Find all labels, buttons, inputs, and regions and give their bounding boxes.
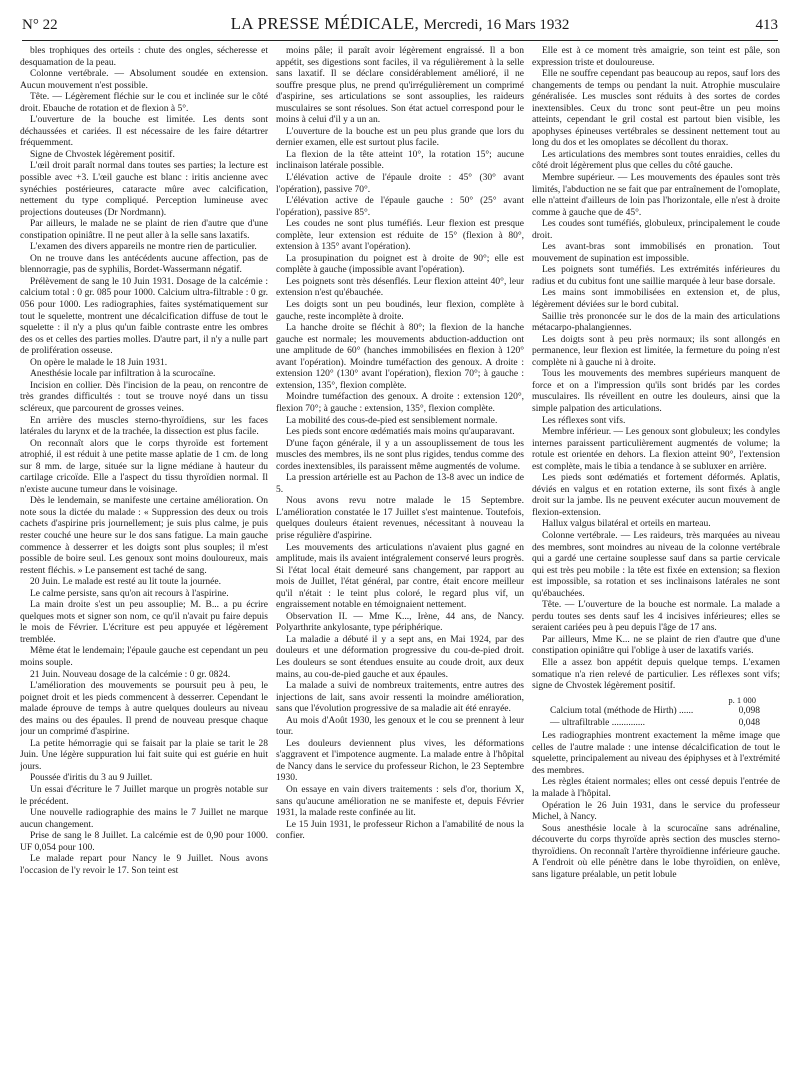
paragraph: Tête. — Légèrement fléchie sur le cou et inclinée sur le côté droit. Ebauche de rotation et de flexion à 5°. — [20, 92, 268, 114]
paragraph: Les coudes sont tuméfiés, globuleux, principalement le coude droit. — [532, 219, 780, 241]
paragraph: Tête. — L'ouverture de la bouche est normale. La malade a perdu toutes ses dents sauf les 4 incisives inférieures; elles se seraient cariées peu à peu depuis l'âge de 17 ans. — [532, 600, 780, 634]
paragraph: Incision en collier. Dès l'incision de la peau, on rencontre de très grandes difficultés : tout se trouve noyé dans un tissu scléreux, que parcourent de grosses veines. — [20, 380, 268, 414]
paragraph: Les doigts sont un peu boudinés, leur flexion, complète à gauche, reste incomplète à droite. — [276, 300, 524, 322]
paragraph: La hanche droite se fléchit à 80°; la flexion de la hanche gauche est normale; les mouvements abduction-adduction ont une amplitude de 60° (hanches immobilisées en flexion à 120° avant l'opération). Moindre tuméfaction des genoux. A droite : extension 120° (130° avant l'opération), flexion 70°; à gauche : extension, 135°, flexion complète. — [276, 323, 524, 391]
paragraph: L'examen des divers appareils ne montre rien de particulier. — [30, 242, 257, 253]
paragraph: On opère le malade le 18 Juin 1931. — [30, 357, 168, 368]
table-row — [532, 718, 780, 730]
column-left — [20, 46, 268, 1076]
paragraph: Les règles étaient normales; elles ont cessé depuis l'entrée de la malade à l'hôpital. — [532, 777, 780, 799]
page-number: 413 — [755, 17, 778, 33]
paragraph: La main droite s'est un peu assouplie; M. B... a pu écrire quelques mots et signer son nom, ce qu'il n'avait pu faire depuis le mois de Février. L'écriture est peu appuyée et légèrement tremblée. — [20, 600, 268, 645]
journal-title — [142, 14, 658, 34]
paragraph: Même état le lendemain; l'épaule gauche est cependant un peu moins souple. — [20, 646, 268, 668]
paragraph: La pression artérielle est au Pachon de 13-8 avec un indice de 5. — [276, 473, 524, 495]
paragraph: Membre inférieur. — Les genoux sont globuleux; les condyles internes paraissent particulièrement augmentés de volume; la rotule est orientée en dehors. La flexion atteint 90°, l'extension est complète, mais le tibia a tendance à se subluxer en arrière. — [532, 427, 780, 472]
paragraph: Elle est à ce moment très amaigrie, son teint est pâle, son expression triste et douloureuse. — [532, 46, 780, 68]
paragraph: Par ailleurs, Mme K... ne se plaint de rien d'autre que d'une constipation opiniâtre qui l'oblige à user de laxatifs variés. — [532, 634, 780, 657]
paragraph: L'œil droit paraît normal dans toutes ses parties; la lecture est possible avec +3. L'œil gauche est blanc : iritis ancienne avec synéchies postérieures, cataracte mûre avec calcification, nettement du type compliqué. Perception lumineuse avec projections douteuses (Dr Nordmann). — [20, 161, 268, 218]
paragraph: Les réflexes sont vifs. — [542, 415, 626, 426]
paragraph: Les mouvements des articulations n'avaient plus gagné en amplitude, mais ils avaient intégralement conservé leurs progrès. Si l'état local était demeuré sans changement, par rapport au mois de Juillet, l'état général, par contre, était encore meilleur qu'il n'était : le teint plus coloré, le regard plus vif, un engraissement notable en témoignaient nettement. — [276, 542, 524, 611]
paragraph: En arrière des muscles sterno-thyroïdiens, sur les faces latérales du larynx et de la trachée, la dissection est plus facile. — [20, 415, 268, 438]
table-row-label: Calcium total (méthode de Hirth) ...... — [550, 706, 694, 717]
table-row-label: — ultrafiltrable .............. — [550, 717, 645, 728]
paragraph: Les avant-bras sont immobilisés en pronation. Tout mouvement de supination est impossible. — [532, 242, 780, 264]
paragraph: L'ouverture de la bouche est limitée. Les dents sont déchaussées et cariées. Il est nécessaire de les faire détartrer fréquemment. — [20, 115, 268, 149]
paragraph: D'une façon générale, il y a un assouplissement de tous les muscles des membres, ils ne sont plus rigides, tendus comme des cordes inextensibles, ils paraissent même augmentés de volume. — [276, 438, 524, 472]
paragraph: Colonne vertébrale. — Absolument soudée en extension. Aucun mouvement n'est possible. — [20, 69, 268, 91]
column-right — [532, 46, 780, 1076]
column-middle — [276, 46, 524, 1076]
column-right-text — [532, 46, 780, 693]
issue-date: Mercredi, 16 Mars 1932 — [423, 17, 570, 33]
paragraph: On essaye en vain divers traitements : sels d'or, thorium X, sans qu'aucune amélioration ne se manifeste et, depuis Février 1931, la malade reste confinée au lit. — [276, 785, 524, 819]
paragraph: Les mains sont immobilisées en extension et, de plus, légèrement déviées sur le bord cubital. — [532, 288, 780, 311]
paragraph: Nous avons revu notre malade le 15 Septembre. L'amélioration constatée le 17 Juillet s'est maintenue. Toutefois, quelques douleurs étaient revenues, nécessitant à nouveau la prise régulière d'aspirine. — [276, 496, 524, 541]
paragraph: L'ouverture de la bouche est un peu plus grande que lors du dernier examen, elle est surtout plus facile. — [276, 126, 524, 149]
paragraph: La maladie a débuté il y a sept ans, en Mai 1924, par des douleurs et une déformation progressive du cou-de-pied droit. Les douleurs se sont étendues ensuite au coude droit, aux deux mains, au cou-de-pied gauche et aux épaules. — [276, 634, 524, 680]
paragraph: La prosupination du poignet est à droite de 90°; elle est complète à gauche (impossible avant l'opération). — [276, 253, 524, 276]
paragraph: Les radiographies montrent exactement la même image que celles de l'autre malade : une intense décalcification de tout le squelette, principalement au niveau des épiphyses et à l'extrémité des membres. — [532, 731, 780, 776]
article-body — [20, 46, 780, 1076]
paragraph: Elle ne souffre cependant pas beaucoup au repos, sauf lors des changements de temps ou pendant la nuit. Atrophie musculaire généralisée. Les muscles sont réduits à des sortes de cordes inextensibles. Ceux du tronc sont peut-être un peu moins atteints, cependant le gril costal est partout bien visible, les apophyses épineuses vertébrales se dessinent nettement tout au long du dos et les omoplates se décollent du thorax. — [532, 69, 780, 149]
paragraph: Signe de Chvostek légèrement positif. — [30, 149, 175, 160]
table-row-value: 0,048 — [738, 717, 760, 728]
table-row-value: 0,098 — [738, 706, 760, 717]
paragraph: 21 Juin. Nouveau dosage de la calcémie : 0 gr. 0824. — [30, 669, 231, 680]
paragraph: Les pieds sont œdématiés et fortement déformés. Aplatis, déviés en valgus et en rotation externe, ils sont fixés à angle droit sur la jambe. Ils ne peuvent exécuter aucun mouvement de flexion-extension. — [532, 473, 780, 518]
paragraph: Sous anesthésie locale à la scurocaïne sans adrénaline, découverte du corps thyroïde après section des muscles sterno-thyroïdiens. On reconnaît l'artère thyroïdienne inférieure gauche. A l'endroit où elle pénètre dans le lobe thyroïdien, on enlève, sans ligature préalable, un petit lobule — [532, 823, 780, 880]
paragraph: Par ailleurs, le malade ne se plaint de rien d'autre que d'une constipation opiniâtre. Il ne peut aller à la selle sans laxatifs. — [20, 219, 268, 241]
paragraph: Saillie très prononcée sur le dos de la main des articulations métacarpo-phalangiennes. — [532, 311, 780, 334]
table-unit: p. 1 000 — [728, 694, 756, 705]
paragraph: Opération le 26 Juin 1931, dans le service du professeur Michel, à Nancy. — [532, 800, 780, 823]
paragraph: 20 Juin. Le malade est resté au lit toute la journée. — [30, 577, 221, 588]
paragraph: Les doigts sont à peu près normaux; ils sont allongés en permanence, leur flexion est limitée, la fermeture du poing n'est complète ni à gauche ni à droite. — [532, 334, 780, 368]
paragraph: Prise de sang le 8 Juillet. La calcémie est de 0,90 pour 1000. UF 0,054 pour 100. — [20, 831, 268, 853]
paragraph: Les pieds sont encore œdématiés mais moins qu'auparavant. — [286, 427, 515, 438]
paragraph: Une nouvelle radiographie des mains le 7 Juillet ne marque aucun changement. — [20, 808, 268, 830]
paragraph: Membre supérieur. — Les mouvements des épaules sont très limités, l'abduction ne se fait que par entraînement de l'omoplate, elle n'atteint d'ailleurs de loin pas l'horizontale, elle n'est à droite comme à gauche que de 45°. — [532, 173, 780, 218]
paragraph: La flexion de la tête atteint 10°, la rotation 15°; aucune inclinaison latérale possible. — [276, 149, 524, 172]
paragraph: Poussée d'iritis du 3 au 9 Juillet. — [30, 773, 153, 784]
page-header — [22, 14, 778, 41]
paragraph: Les poignets sont très désenflés. Leur flexion atteint 40°, leur extension n'est qu'ébauchée. — [276, 276, 524, 299]
paragraph: Les coudes ne sont plus tuméfiés. Leur flexion est presque complète, leur extension est réduite de 15° (flexion à 80°, extension à 135° avant l'opération). — [276, 219, 524, 253]
paragraph: La mobilité des cous-de-pied est sensiblement normale. — [286, 415, 498, 426]
paragraph: Elle a assez bon appétit depuis quelque temps. L'examen somatique n'a rien relevé de particulier. Les réflexes sont vifs; signe de Chvostek légèrement positif. — [532, 657, 780, 692]
paragraph: Colonne vertébrale. — Les raideurs, très marquées au niveau des membres, sont moindres au niveau de la colonne vertébrale qui a gardé une certaine souplesse sauf dans sa partie cervicale qui est très peu mobile : la tête est fixée en extension; sa flexion est impossible, sa rotation et ses inclinaisons latérales ne sont qu'ébauchées. — [532, 530, 780, 599]
paragraph: Un essai d'écriture le 7 Juillet marque un progrès notable sur le précédent. — [20, 785, 268, 807]
paragraph: La malade a suivi de nombreux traitements, entre autres des injections de lait, sans avoir ressenti la moindre amélioration, sans que l'évolution progressive de sa maladie ait été enrayée. — [276, 681, 524, 715]
paragraph: Le 15 Juin 1931, le professeur Richon a l'amabilité de nous la confier. — [276, 819, 524, 842]
paragraph: Les douleurs deviennent plus vives, les déformations s'aggravent et l'impotence augmente. La malade entre à l'hôpital de Nancy dans le service du professeur Richon, le 23 Septembre 1930. — [276, 738, 524, 784]
issue-number: N° 22 — [22, 17, 58, 33]
paragraph: L'amélioration des mouvements se poursuit peu à peu, le poignet droit et les pieds commencent à desserrer. Cependant le malade éprouve de temps à autre quelques douleurs au niveau des mains ou des épaules. Il prend de nouveau presque chaque jour un comprimé d'aspirine. — [20, 681, 268, 738]
paragraph: Les articulations des membres sont toutes enraidies, celles du côté droit légèrement plus que celles du côté gauche. — [532, 149, 780, 172]
paragraph: Dès le lendemain, se manifeste une certaine amélioration. On note sous la dictée du malade : « Suppression des deux ou trois cachets d'aspirine pris journellement; je suis plus calme, je puis rester couché une heure sur le dos sans fatigue. La main gauche commence à desserrer et les doigts sont plus souples; il m'est possible de boire seul. Les genoux sont moins douloureux, mais restent fléchis. » Le pansement est taché de sang. — [20, 496, 268, 576]
paragraph: Les poignets sont tuméfiés. Les extrémités inférieures du radius et du cubitus font une saillie marquée à leur base dorsale. — [532, 265, 780, 287]
calcium-table — [532, 695, 780, 730]
paragraph: Hallux valgus bilatéral et orteils en marteau. — [542, 519, 711, 530]
journal-name: LA PRESSE MÉDICALE, — [230, 14, 420, 33]
paragraph: moins pâle; il paraît avoir légèrement engraissé. Il a bon appétit, ses digestions sont faciles, il va régulièrement à la selle sans laxatif. Il se déclare considérablement amélioré, il ne souffre presque plus, ne prend qu'irrégulièrement un comprimé d'aspirine, ses articulations se sont assouplies, les raideurs musculaires se sont résolues. Son état actuel correspond pour le moins à celui d'il y a un an. — [276, 46, 524, 126]
paragraph: Au mois d'Août 1930, les genoux et le cou se prennent à leur tour. — [276, 715, 524, 738]
paragraph: La petite hémorragie qui se faisait par la plaie se tarit le 28 Juin. Une légère suppuration lui fait suite qui est guérie en huit jours. — [20, 738, 268, 772]
paragraph: Moindre tuméfaction des genoux. A droite : extension 120°, flexion 70°; à gauche : extension, 135°, flexion complète. — [276, 392, 524, 414]
paragraph: On reconnaît alors que le corps thyroïde est fortement atrophié, il est réduit à une petite masse aplatie de 1 cm. de long sur 8 mm. de large, située sur la ligne médiane à hauteur du cartilage cricoïde. Elle a l'aspect du tissu thyroïdien normal. Il n'existe aucune tumeur dans le voisinage. — [20, 438, 268, 495]
paragraph: Observation II. — Mme K..., Irène, 44 ans, de Nancy. Polyarthrite ankylosante, type périphérique. — [276, 611, 524, 634]
paragraph: Le malade repart pour Nancy le 9 Juillet. Nous avons l'occasion de l'y revoir le 17. Son teint est — [20, 854, 268, 876]
table-row — [532, 706, 780, 718]
paragraph: Anesthésie locale par infiltration à la scurocaïne. — [30, 369, 216, 380]
paragraph: L'élévation active de l'épaule droite : 45° (30° avant l'opération), passive 70°. — [276, 173, 524, 195]
paragraph: Tous les mouvements des membres supérieurs manquent de force et on a l'impression qu'ils sont bridés par les cordes musculaires. Ils réveillent en outre les douleurs, ainsi que la simple palpation des articulations. — [532, 369, 780, 414]
column-right-tail — [532, 731, 780, 881]
paragraph: bles trophiques des orteils : chute des ongles, sécheresse et desquamation de la peau. — [20, 46, 268, 68]
paragraph: L'élévation active de l'épaule gauche : 50° (25° avant l'opération), passive 85°. — [276, 196, 524, 218]
paragraph: Prélèvement de sang le 10 Juin 1931. Dosage de la calcémie : calcium total : 0 gr. 085 pour 1000. Calcium ultra-filtrable : 0 gr. 056 pour 1000. Les radiographies, faites systématiquement sur tout le squelette, montrent une décalcification diffuse de tout le squelette : il n'y a plus qu'un faible contraste entre les ombres des os et celles des parties molles. D'autre part, il n'y a nulle part de prolifération osseuse. — [20, 276, 268, 357]
paragraph: On ne trouve dans les antécédents aucune affection, pas de blennorragie, pas de syphilis, Bordet-Wassermann négatif. — [20, 253, 268, 276]
paragraph: Le calme persiste, sans qu'on ait recours à l'aspirine. — [30, 588, 229, 599]
